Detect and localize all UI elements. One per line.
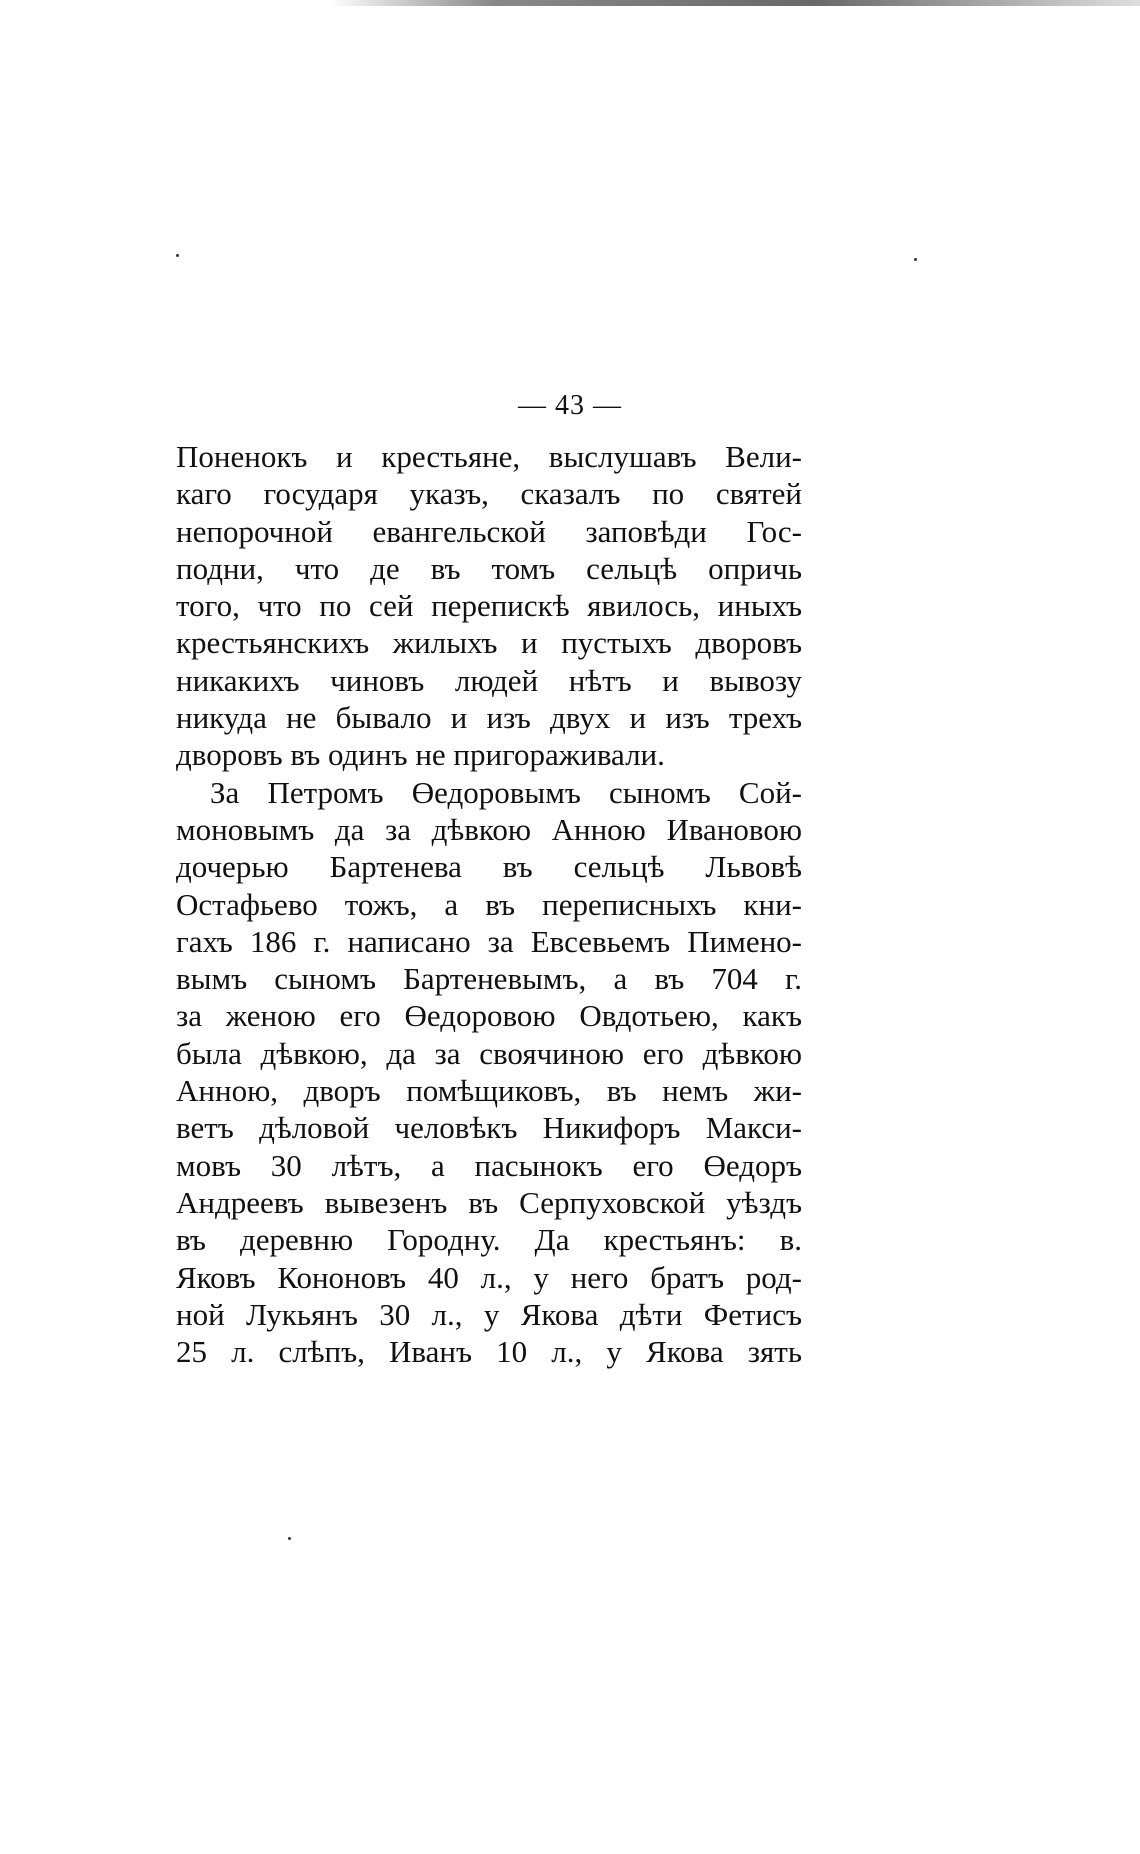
scan-speck	[914, 258, 917, 261]
text-line: Остафьево тожъ, а въ переписныхъ кни-	[176, 886, 802, 922]
text-line: За Петромъ Өедоровымъ сыномъ Сой-	[210, 774, 802, 810]
text-line: никуда не бывало и изъ двух и изъ трехъ	[176, 700, 802, 736]
text-line: Анною, дворъ помѣщиковъ, въ немъ жи-	[176, 1073, 802, 1109]
text-line: дочерью Бартенева въ сельцѣ Львовѣ	[176, 849, 802, 885]
text-line: каго государя указъ, сказалъ по святей	[176, 476, 802, 512]
scan-speck	[176, 254, 179, 257]
page-number: — 43 —	[518, 390, 622, 421]
text-line: Андреевъ вывезенъ въ Серпуховской уѣздъ	[176, 1184, 802, 1220]
text-line: непорочной евангельской заповѣди Гос-	[176, 513, 802, 549]
text-line: мовъ 30 лѣтъ, а пасынокъ его Өедоръ	[176, 1147, 802, 1183]
text-line: дворовъ въ одинъ не пригораживали.	[176, 737, 665, 773]
text-line: за женою его Өедоровою Овдотьею, какъ	[176, 998, 802, 1034]
text-line: никакихъ чиновъ людей нѣтъ и вывозу	[176, 662, 802, 698]
text-line: крестьянскихъ жилыхъ и пустыхъ дворовъ	[176, 625, 802, 661]
text-line: была дѣвкою, да за своячиною его дѣвкою	[176, 1035, 802, 1071]
text-line: вымъ сыномъ Бартеневымъ, а въ 704 г.	[176, 961, 802, 997]
text-line: Яковъ Кононовъ 40 л., у него братъ род-	[176, 1259, 802, 1295]
body-text	[176, 438, 802, 1370]
scan-top-edge	[330, 0, 1140, 6]
text-line: въ деревню Городну. Да крестьянъ: в.	[176, 1222, 802, 1258]
text-line: моновымъ да за дѣвкою Анною Ивановою	[176, 811, 802, 847]
text-line: Поненокъ и крестьяне, выслушавъ Вели-	[176, 439, 802, 474]
text-line: ветъ дѣловой человѣкъ Никифоръ Макси-	[176, 1110, 802, 1146]
scan-speck	[288, 1537, 291, 1540]
text-line: 25 л. слѣпъ, Иванъ 10 л., у Якова зять	[176, 1334, 802, 1370]
text-line: ной Лукьянъ 30 л., у Якова дѣти Фетисъ	[176, 1296, 802, 1332]
text-line: подни, что де въ томъ сельцѣ опричь	[176, 550, 802, 586]
text-line: того, что по сей перепискѣ явилось, иныхъ	[176, 588, 802, 624]
text-line: гахъ 186 г. написано за Евсевьемъ Пимено-	[176, 923, 802, 959]
